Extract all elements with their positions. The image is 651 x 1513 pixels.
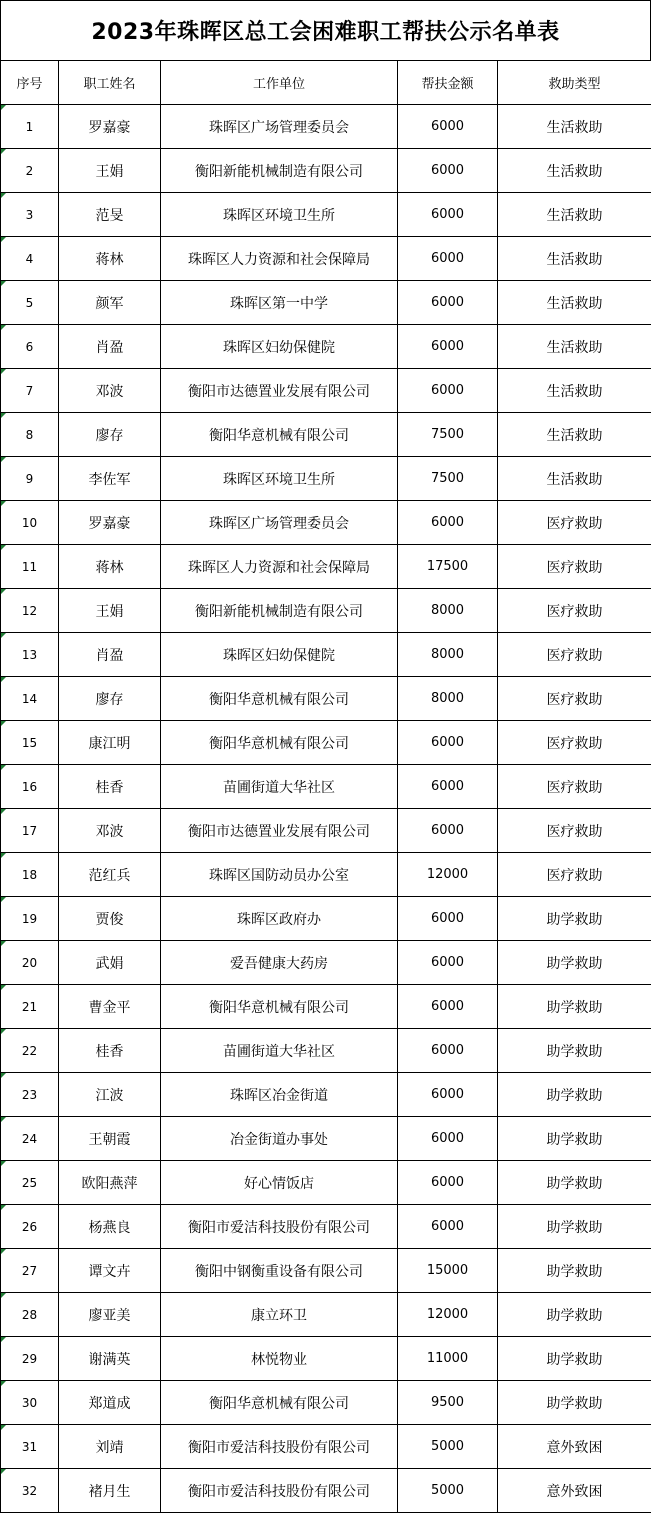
cell-type: 医疗救助 (498, 589, 651, 633)
cell-type: 医疗救助 (498, 809, 651, 853)
cell-type: 助学救助 (498, 1029, 651, 1073)
cell-employer: 衡阳市达德置业发展有限公司 (161, 369, 398, 413)
cell-index: 1 (1, 105, 59, 149)
cell-name: 桂香 (59, 765, 161, 809)
table-row (1, 1161, 651, 1205)
cell-type: 医疗救助 (498, 501, 651, 545)
cell-employer: 衡阳华意机械有限公司 (161, 1381, 398, 1425)
assistance-table (0, 60, 651, 1513)
cell-amount: 6000 (398, 193, 498, 237)
cell-name: 王娟 (59, 589, 161, 633)
cell-name: 蒋林 (59, 237, 161, 281)
cell-name: 廖亚美 (59, 1293, 161, 1337)
cell-index: 4 (1, 237, 59, 281)
cell-name: 曹金平 (59, 985, 161, 1029)
cell-index: 3 (1, 193, 59, 237)
cell-amount: 6000 (398, 1073, 498, 1117)
cell-index: 9 (1, 457, 59, 501)
cell-name: 廖存 (59, 677, 161, 721)
cell-employer: 珠晖区广场管理委员会 (161, 501, 398, 545)
cell-employer: 珠晖区人力资源和社会保障局 (161, 237, 398, 281)
cell-amount: 6000 (398, 369, 498, 413)
table-row (1, 985, 651, 1029)
cell-index: 11 (1, 545, 59, 589)
cell-amount: 5000 (398, 1425, 498, 1469)
cell-employer: 衡阳华意机械有限公司 (161, 985, 398, 1029)
cell-amount: 6000 (398, 985, 498, 1029)
cell-index: 32 (1, 1469, 59, 1513)
table-row (1, 1249, 651, 1293)
cell-index: 29 (1, 1337, 59, 1381)
cell-name: 廖存 (59, 413, 161, 457)
header-type: 救助类型 (498, 61, 651, 105)
table-row (1, 765, 651, 809)
cell-amount: 6000 (398, 237, 498, 281)
cell-amount: 6000 (398, 149, 498, 193)
cell-amount: 11000 (398, 1337, 498, 1381)
cell-amount: 7500 (398, 457, 498, 501)
cell-amount: 8000 (398, 633, 498, 677)
cell-employer: 珠晖区环境卫生所 (161, 457, 398, 501)
cell-type: 意外致困 (498, 1469, 651, 1513)
cell-name: 谢满英 (59, 1337, 161, 1381)
cell-employer: 衡阳华意机械有限公司 (161, 677, 398, 721)
cell-employer: 珠晖区人力资源和社会保障局 (161, 545, 398, 589)
cell-type: 生活救助 (498, 325, 651, 369)
cell-type: 生活救助 (498, 193, 651, 237)
cell-employer: 衡阳中钢衡重设备有限公司 (161, 1249, 398, 1293)
cell-amount: 6000 (398, 105, 498, 149)
cell-employer: 衡阳华意机械有限公司 (161, 413, 398, 457)
cell-name: 罗嘉豪 (59, 105, 161, 149)
cell-index: 6 (1, 325, 59, 369)
cell-amount: 12000 (398, 853, 498, 897)
cell-type: 意外致困 (498, 1425, 651, 1469)
cell-amount: 6000 (398, 897, 498, 941)
cell-name: 王朝霞 (59, 1117, 161, 1161)
cell-index: 28 (1, 1293, 59, 1337)
table-row (1, 1381, 651, 1425)
cell-amount: 15000 (398, 1249, 498, 1293)
table-row (1, 1425, 651, 1469)
cell-index: 27 (1, 1249, 59, 1293)
cell-index: 24 (1, 1117, 59, 1161)
table-row (1, 1469, 651, 1513)
table-row (1, 1205, 651, 1249)
table-row (1, 1029, 651, 1073)
cell-index: 22 (1, 1029, 59, 1073)
cell-name: 褚月生 (59, 1469, 161, 1513)
table-row (1, 941, 651, 985)
cell-type: 医疗救助 (498, 721, 651, 765)
cell-type: 助学救助 (498, 1073, 651, 1117)
table-row (1, 105, 651, 149)
cell-employer: 珠晖区第一中学 (161, 281, 398, 325)
cell-index: 30 (1, 1381, 59, 1425)
cell-employer: 衡阳华意机械有限公司 (161, 721, 398, 765)
cell-name: 李佐军 (59, 457, 161, 501)
cell-index: 12 (1, 589, 59, 633)
table-row (1, 809, 651, 853)
cell-index: 16 (1, 765, 59, 809)
cell-name: 欧阳燕萍 (59, 1161, 161, 1205)
table-row (1, 1337, 651, 1381)
cell-employer: 衡阳市爱洁科技股份有限公司 (161, 1469, 398, 1513)
cell-amount: 6000 (398, 1117, 498, 1161)
cell-name: 杨燕良 (59, 1205, 161, 1249)
cell-type: 医疗救助 (498, 677, 651, 721)
table-row (1, 193, 651, 237)
cell-index: 20 (1, 941, 59, 985)
cell-employer: 珠晖区国防动员办公室 (161, 853, 398, 897)
cell-type: 助学救助 (498, 1337, 651, 1381)
cell-name: 罗嘉豪 (59, 501, 161, 545)
cell-amount: 6000 (398, 1029, 498, 1073)
cell-employer: 衡阳市爱洁科技股份有限公司 (161, 1205, 398, 1249)
header-index: 序号 (1, 61, 59, 105)
cell-name: 刘靖 (59, 1425, 161, 1469)
table-row (1, 501, 651, 545)
cell-index: 25 (1, 1161, 59, 1205)
cell-type: 生活救助 (498, 369, 651, 413)
cell-amount: 5000 (398, 1469, 498, 1513)
cell-employer: 苗圃街道大华社区 (161, 765, 398, 809)
cell-type: 助学救助 (498, 897, 651, 941)
cell-index: 2 (1, 149, 59, 193)
cell-index: 31 (1, 1425, 59, 1469)
cell-amount: 6000 (398, 1205, 498, 1249)
cell-type: 医疗救助 (498, 765, 651, 809)
cell-employer: 衡阳市达德置业发展有限公司 (161, 809, 398, 853)
cell-name: 范红兵 (59, 853, 161, 897)
cell-employer: 衡阳新能机械制造有限公司 (161, 149, 398, 193)
cell-employer: 康立环卫 (161, 1293, 398, 1337)
cell-index: 18 (1, 853, 59, 897)
cell-index: 13 (1, 633, 59, 677)
cell-index: 7 (1, 369, 59, 413)
table-row (1, 677, 651, 721)
cell-type: 生活救助 (498, 237, 651, 281)
table-row (1, 1293, 651, 1337)
cell-index: 21 (1, 985, 59, 1029)
cell-type: 助学救助 (498, 985, 651, 1029)
table-row (1, 1117, 651, 1161)
cell-name: 谭文卉 (59, 1249, 161, 1293)
table-row (1, 633, 651, 677)
cell-employer: 珠晖区妇幼保健院 (161, 325, 398, 369)
cell-index: 17 (1, 809, 59, 853)
cell-amount: 6000 (398, 809, 498, 853)
header-name: 职工姓名 (59, 61, 161, 105)
cell-type: 医疗救助 (498, 633, 651, 677)
cell-employer: 好心情饭店 (161, 1161, 398, 1205)
header-employer: 工作单位 (161, 61, 398, 105)
cell-name: 肖盈 (59, 633, 161, 677)
cell-employer: 爱吾健康大药房 (161, 941, 398, 985)
cell-name: 蒋林 (59, 545, 161, 589)
cell-type: 助学救助 (498, 1249, 651, 1293)
cell-type: 助学救助 (498, 1205, 651, 1249)
cell-type: 生活救助 (498, 149, 651, 193)
cell-amount: 9500 (398, 1381, 498, 1425)
table-row (1, 413, 651, 457)
table-row (1, 1073, 651, 1117)
cell-employer: 珠晖区冶金街道 (161, 1073, 398, 1117)
cell-amount: 6000 (398, 325, 498, 369)
table-row (1, 325, 651, 369)
table-row (1, 457, 651, 501)
cell-employer: 林悦物业 (161, 1337, 398, 1381)
table-row (1, 369, 651, 413)
page-title: 2023年珠晖区总工会困难职工帮扶公示名单表 (0, 0, 651, 60)
cell-amount: 7500 (398, 413, 498, 457)
table-row (1, 281, 651, 325)
cell-name: 肖盈 (59, 325, 161, 369)
cell-index: 14 (1, 677, 59, 721)
cell-employer: 冶金街道办事处 (161, 1117, 398, 1161)
cell-amount: 8000 (398, 589, 498, 633)
cell-name: 邓波 (59, 369, 161, 413)
table-row (1, 589, 651, 633)
cell-name: 郑道成 (59, 1381, 161, 1425)
cell-index: 5 (1, 281, 59, 325)
cell-amount: 6000 (398, 501, 498, 545)
cell-employer: 苗圃街道大华社区 (161, 1029, 398, 1073)
table-row (1, 149, 651, 193)
table-row (1, 853, 651, 897)
cell-amount: 8000 (398, 677, 498, 721)
cell-amount: 6000 (398, 1161, 498, 1205)
cell-type: 助学救助 (498, 1381, 651, 1425)
cell-employer: 衡阳市爱洁科技股份有限公司 (161, 1425, 398, 1469)
cell-type: 生活救助 (498, 413, 651, 457)
cell-index: 23 (1, 1073, 59, 1117)
table-row (1, 897, 651, 941)
cell-name: 贾俊 (59, 897, 161, 941)
cell-type: 助学救助 (498, 941, 651, 985)
cell-type: 助学救助 (498, 1161, 651, 1205)
table-row (1, 237, 651, 281)
cell-amount: 6000 (398, 281, 498, 325)
cell-index: 19 (1, 897, 59, 941)
cell-type: 生活救助 (498, 105, 651, 149)
cell-employer: 衡阳新能机械制造有限公司 (161, 589, 398, 633)
cell-type: 生活救助 (498, 457, 651, 501)
cell-amount: 17500 (398, 545, 498, 589)
table-body (1, 105, 651, 1513)
cell-index: 15 (1, 721, 59, 765)
table-row (1, 545, 651, 589)
cell-name: 武娟 (59, 941, 161, 985)
header-amount: 帮扶金额 (398, 61, 498, 105)
cell-amount: 6000 (398, 721, 498, 765)
cell-index: 8 (1, 413, 59, 457)
cell-type: 生活救助 (498, 281, 651, 325)
cell-name: 范旻 (59, 193, 161, 237)
cell-employer: 珠晖区政府办 (161, 897, 398, 941)
table-header-row (1, 61, 651, 105)
cell-type: 助学救助 (498, 1117, 651, 1161)
cell-type: 助学救助 (498, 1293, 651, 1337)
cell-name: 邓波 (59, 809, 161, 853)
cell-amount: 12000 (398, 1293, 498, 1337)
cell-amount: 6000 (398, 941, 498, 985)
cell-employer: 珠晖区广场管理委员会 (161, 105, 398, 149)
cell-name: 桂香 (59, 1029, 161, 1073)
table-row (1, 721, 651, 765)
cell-name: 江波 (59, 1073, 161, 1117)
cell-index: 26 (1, 1205, 59, 1249)
cell-employer: 珠晖区妇幼保健院 (161, 633, 398, 677)
cell-name: 颜军 (59, 281, 161, 325)
cell-type: 医疗救助 (498, 853, 651, 897)
cell-index: 10 (1, 501, 59, 545)
cell-employer: 珠晖区环境卫生所 (161, 193, 398, 237)
cell-name: 康江明 (59, 721, 161, 765)
cell-name: 王娟 (59, 149, 161, 193)
cell-amount: 6000 (398, 765, 498, 809)
cell-type: 医疗救助 (498, 545, 651, 589)
